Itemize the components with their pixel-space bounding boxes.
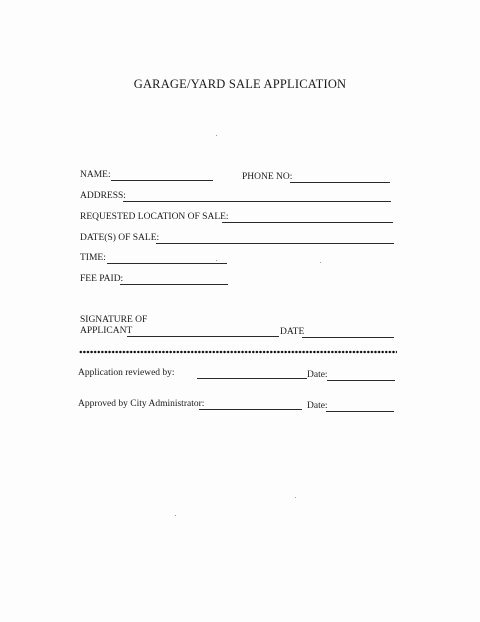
date-field-line[interactable]	[302, 337, 394, 338]
phone-label: PHONE NO:	[242, 172, 293, 182]
approved-by-field-line[interactable]	[199, 409, 302, 410]
signature-label-line2: APPLICANT	[80, 326, 133, 336]
phone-field-line[interactable]	[290, 182, 390, 183]
name-label: NAME:	[80, 170, 111, 180]
address-label: ADDRESS:	[80, 191, 126, 201]
reviewed-date-label: Date:	[307, 370, 328, 380]
name-field-line[interactable]	[111, 180, 213, 181]
reviewed-date-field-line[interactable]	[327, 380, 395, 381]
reviewed-by-field-line[interactable]	[197, 378, 307, 379]
signature-field-line[interactable]	[127, 336, 279, 337]
scan-speck	[320, 262, 321, 263]
fee-field-line[interactable]	[120, 284, 228, 285]
date-label: DATE	[280, 327, 305, 337]
signature-label-line1: SIGNATURE OF	[80, 315, 148, 325]
scan-speck	[295, 497, 296, 498]
dates-label: DATE(S) OF SALE:	[80, 233, 160, 243]
address-field-line[interactable]	[123, 201, 391, 202]
form-title: GARAGE/YARD SALE APPLICATION	[133, 77, 347, 91]
fee-label: FEE PAID:	[80, 274, 124, 284]
time-label: TIME:	[80, 253, 106, 263]
reviewed-by-label: Application reviewed by:	[78, 368, 175, 378]
approved-by-label: Approved by City Administrator:	[78, 399, 205, 409]
approved-date-label: Date:	[307, 401, 328, 411]
scan-speck	[216, 135, 217, 136]
dotted-separator	[79, 350, 397, 355]
time-field-line[interactable]	[107, 263, 227, 264]
scan-speck	[216, 260, 217, 261]
scan-speck	[175, 515, 176, 516]
approved-date-field-line[interactable]	[326, 411, 394, 412]
location-label: REQUESTED LOCATION OF SALE:	[80, 212, 229, 222]
dates-field-line[interactable]	[156, 243, 394, 244]
location-field-line[interactable]	[222, 222, 393, 223]
